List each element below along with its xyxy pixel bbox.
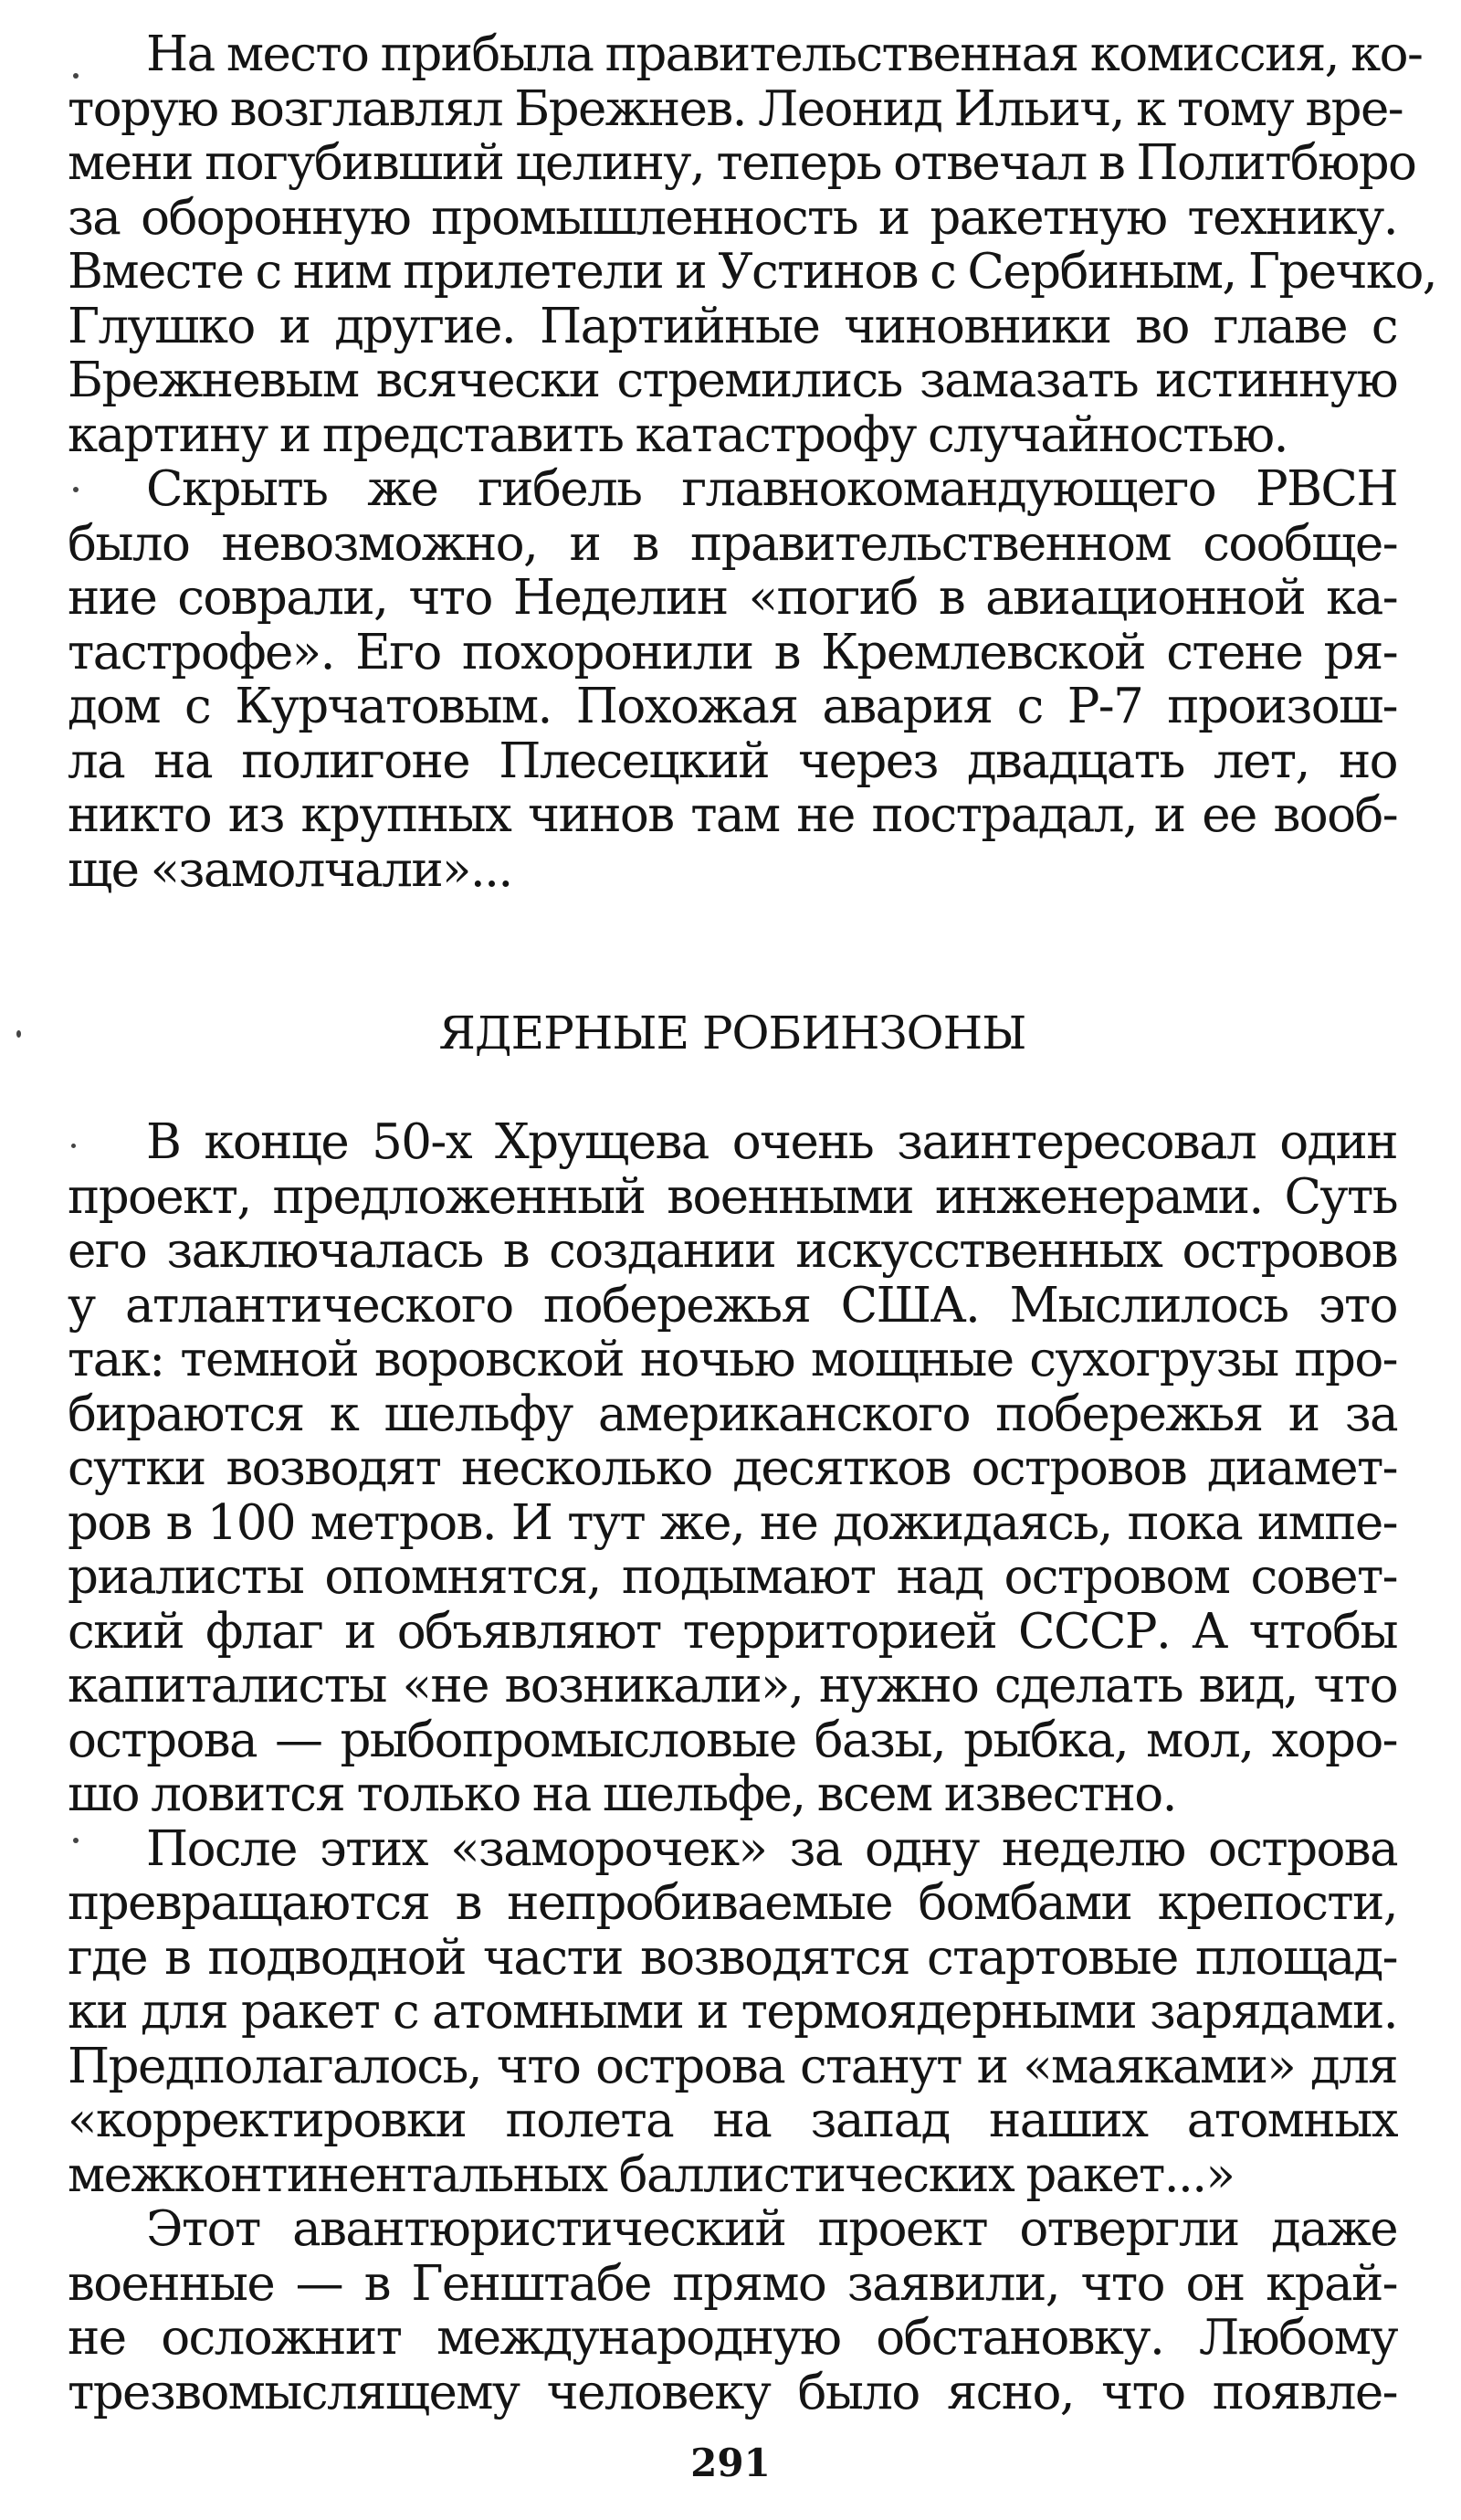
scan-speck: [73, 73, 79, 79]
text-line: у атлантического побережья США. Мыслилось это: [68, 1277, 1397, 1334]
text-line: тастрофе». Его похоронили в Кремлевской стене ря-: [68, 624, 1397, 680]
paragraph: [68, 26, 1437, 463]
paragraph: [68, 1822, 1397, 2203]
text-line: Предполагалось, что острова станут и «маяками» для: [68, 2038, 1397, 2094]
text-line: было невозможно, и в правительственном сообще-: [68, 515, 1397, 572]
text-line: шо ловится только на шельфе, всем известно.: [68, 1766, 1176, 1822]
text-line: ла на полигоне Плесецкий через двадцать лет, но: [68, 733, 1397, 789]
text-line: межконтинентальных баллистических ракет...»: [68, 2146, 1235, 2203]
text-line: После этих «заморочек» за одну неделю острова: [146, 1820, 1397, 1877]
text-after-heading: [68, 1115, 1397, 2420]
text-line: дом с Курчатовым. Похожая авария с Р-7 произош-: [68, 679, 1397, 734]
text-line: мени погубивший целину, теперь отвечал в Политбюро: [68, 135, 1416, 191]
text-line: Брежневым всячески стремились замазать истинную: [68, 353, 1397, 408]
text-line: На место прибыла правительственная комиссия, ко-: [146, 26, 1423, 82]
text-line: торую возглавлял Брежнев. Леонид Ильич, к тому вре-: [68, 80, 1403, 137]
text-line: Глушко и другие. Партийные чиновники во главе с: [68, 298, 1397, 354]
paragraph: [68, 1115, 1397, 1822]
paragraph: [68, 462, 1397, 897]
text-line: картину и представить катастрофу случайностью.: [68, 406, 1288, 463]
paragraph: [68, 2202, 1397, 2420]
text-line: Вместе с ним прилетели и Устинов с Сербиным, Гречко,: [68, 244, 1437, 300]
text-line: ров в 100 метров. И тут же, не дожидаясь, пока импе-: [68, 1494, 1397, 1551]
text-line: сутки возводят несколько десятков островов диамет-: [68, 1440, 1397, 1496]
scan-speck: [73, 487, 79, 492]
text-line: острова — рыбопромысловые базы, рыбка, мол, хоро-: [68, 1712, 1397, 1768]
text-line: так: темной воровской ночью мощные сухогрузы про-: [68, 1332, 1397, 1387]
text-line: ние соврали, что Неделин «погиб в авиационной ка-: [68, 570, 1397, 626]
text-line: никто из крупных чинов там не пострадал, и ее вооб-: [68, 787, 1397, 843]
page-number: 291: [690, 2441, 771, 2485]
scan-speck: [16, 1030, 21, 1038]
text-line: Этот авантюристический проект отвергли даже: [146, 2201, 1397, 2257]
text-line: капиталисты «не возникали», нужно сделать вид, что: [68, 1658, 1397, 1713]
text-line: Скрыть же гибель главнокомандующего РВСН: [146, 461, 1397, 517]
scan-speck: [71, 1144, 76, 1148]
text-line: ки для ракет с атомными и термоядерными зарядами.: [68, 1984, 1397, 2040]
text-line: «корректировки полета на запад наших атомных: [68, 2093, 1397, 2148]
section-heading: ЯДЕРНЫЕ РОБИНЗОНЫ: [438, 1007, 1026, 1060]
text-line: бираются к шельфу американского побережья и за: [68, 1386, 1397, 1442]
text-line: где в подводной части возводятся стартовые площад-: [68, 1929, 1397, 1986]
book-page: [68, 26, 1437, 2420]
text-line: превращаются в непробиваемые бомбами крепости,: [68, 1875, 1397, 1931]
text-line: В конце 50-х Хрущева очень заинтересовал один: [146, 1114, 1397, 1170]
text-line: его заключалась в создании искусственных островов: [68, 1223, 1397, 1279]
text-line: риалисты опомнятся, подымают над островом совет-: [68, 1549, 1397, 1605]
text-line: не осложнит международную обстановку. Любому: [68, 2310, 1397, 2366]
text-line: трезвомыслящему человеку было ясно, что появле-: [68, 2364, 1397, 2420]
text-line: ский флаг и объявляют территорией СССР. А чтобы: [68, 1603, 1397, 1660]
scan-speck: [73, 1838, 79, 1843]
text-line: за оборонную промышленность и ракетную технику.: [68, 189, 1397, 246]
text-line: военные — в Генштабе прямо заявили, что он край-: [68, 2255, 1397, 2312]
text-line: проект, предложенный военными инженерами. Суть: [68, 1168, 1397, 1225]
text-line: ще «замолчали»...: [68, 841, 512, 898]
text-before-heading: [68, 26, 1437, 898]
